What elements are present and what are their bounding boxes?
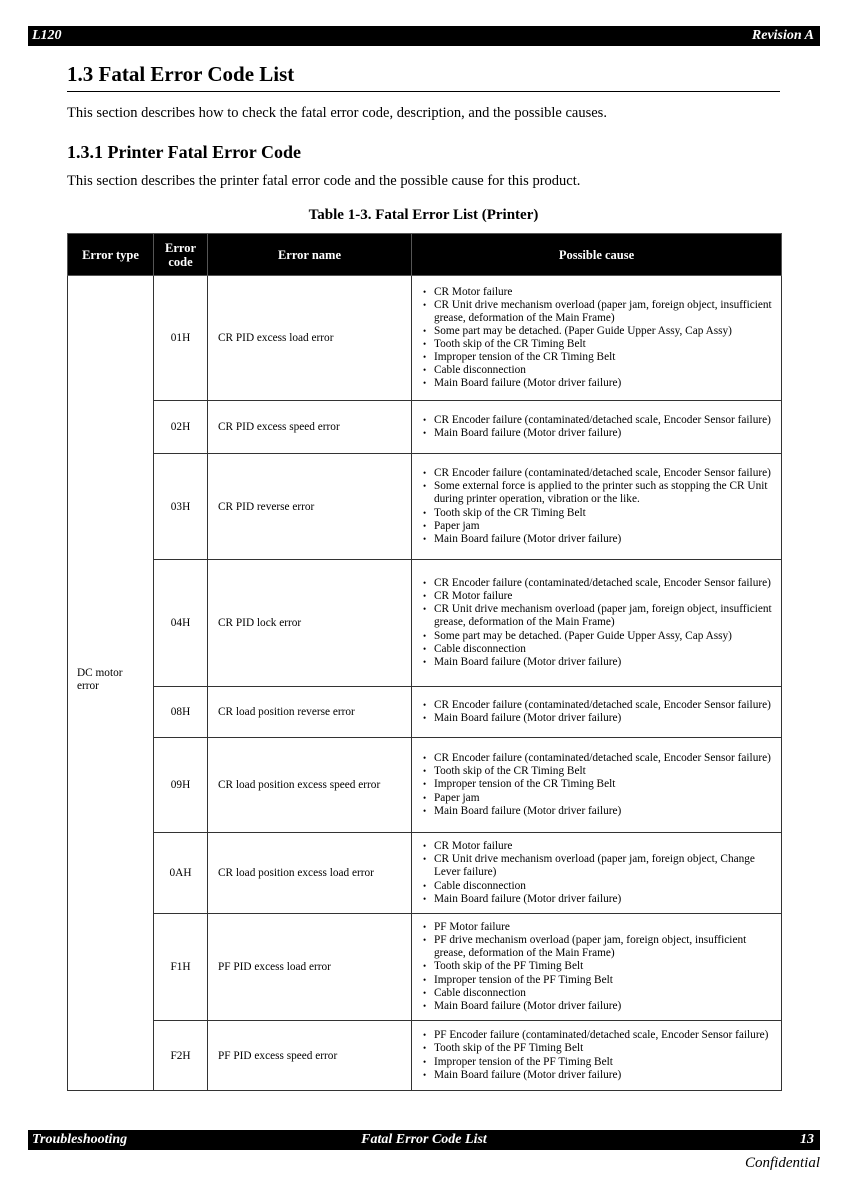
cause-list bbox=[422, 752, 775, 817]
cause-item: • Tooth skip of the CR Timing Belt bbox=[422, 507, 775, 520]
cause-item: • CR Unit drive mechanism overload (paper jam, foreign object, insufficient grease, deformation of the Main Frame) bbox=[422, 299, 775, 325]
table-row bbox=[68, 833, 782, 914]
cause-list bbox=[422, 921, 775, 1013]
footer-section: Troubleshooting bbox=[32, 1132, 128, 1147]
cause-item: • PF Encoder failure (contaminated/detached scale, Encoder Sensor failure) bbox=[422, 1029, 775, 1042]
error-name-cell: CR load position excess speed error bbox=[208, 738, 412, 833]
error-code-cell: 04H bbox=[154, 560, 208, 687]
error-code-cell: 01H bbox=[154, 276, 208, 401]
cause-item: • Tooth skip of the CR Timing Belt bbox=[422, 765, 775, 778]
error-name-cell: CR PID reverse error bbox=[208, 454, 412, 560]
cause-item: • Paper jam bbox=[422, 792, 775, 805]
cause-item: • Improper tension of the CR Timing Belt bbox=[422, 778, 775, 791]
cause-item: • CR Encoder failure (contaminated/detached scale, Encoder Sensor failure) bbox=[422, 577, 775, 590]
cause-item: • Main Board failure (Motor driver failure) bbox=[422, 427, 775, 440]
cause-item: • Tooth skip of the PF Timing Belt bbox=[422, 960, 775, 973]
possible-cause-cell bbox=[412, 914, 782, 1021]
table-header-row bbox=[68, 234, 782, 276]
cause-item: • PF Motor failure bbox=[422, 921, 775, 934]
table-caption: Table 1-3. Fatal Error List (Printer) bbox=[308, 207, 539, 223]
footer-page-number: 13 bbox=[800, 1132, 814, 1147]
table-row bbox=[68, 687, 782, 738]
possible-cause-cell bbox=[412, 401, 782, 454]
cause-item: • CR Motor failure bbox=[422, 286, 775, 299]
cause-list bbox=[422, 699, 775, 725]
cause-list bbox=[422, 414, 775, 440]
error-name-cell: CR load position reverse error bbox=[208, 687, 412, 738]
table-body bbox=[68, 276, 782, 1091]
cause-item: • Improper tension of the CR Timing Belt bbox=[422, 351, 775, 364]
error-code-cell: 08H bbox=[154, 687, 208, 738]
error-code-cell: 02H bbox=[154, 401, 208, 454]
cause-item: • CR Motor failure bbox=[422, 590, 775, 603]
error-type-label bbox=[77, 667, 147, 693]
possible-cause-cell bbox=[412, 1021, 782, 1091]
header-revision: Revision A bbox=[751, 28, 814, 43]
cause-item: • Improper tension of the PF Timing Belt bbox=[422, 974, 775, 987]
cause-item: • Main Board failure (Motor driver failure) bbox=[422, 1069, 775, 1082]
table-row bbox=[68, 914, 782, 1021]
table-row bbox=[68, 1021, 782, 1091]
cause-item: • Tooth skip of the PF Timing Belt bbox=[422, 1042, 775, 1055]
cause-item: • Paper jam bbox=[422, 520, 775, 533]
page-header-bar bbox=[28, 26, 820, 46]
error-name-cell: PF PID excess load error bbox=[208, 914, 412, 1021]
cause-item: • CR Encoder failure (contaminated/detached scale, Encoder Sensor failure) bbox=[422, 699, 775, 712]
possible-cause-cell bbox=[412, 276, 782, 401]
cause-item: • Cable disconnection bbox=[422, 364, 775, 377]
cause-item: • Main Board failure (Motor driver failure) bbox=[422, 656, 775, 669]
table-row bbox=[68, 738, 782, 833]
cause-item: • Some part may be detached. (Paper Guide Upper Assy, Cap Assy) bbox=[422, 325, 775, 338]
error-name-cell: CR PID excess speed error bbox=[208, 401, 412, 454]
section-intro: This section describes how to check the fatal error code, description, and the possible causes. bbox=[67, 105, 607, 121]
cause-item: • Main Board failure (Motor driver failure) bbox=[422, 533, 775, 546]
possible-cause-cell bbox=[412, 738, 782, 833]
subsection-intro: This section describes the printer fatal error code and the possible cause for this product. bbox=[67, 173, 581, 189]
error-name-cell: CR PID excess load error bbox=[208, 276, 412, 401]
cause-item: • Cable disconnection bbox=[422, 643, 775, 656]
cause-item: • Main Board failure (Motor driver failure) bbox=[422, 805, 775, 818]
error-code-cell: 0AH bbox=[154, 833, 208, 914]
error-code-cell: F2H bbox=[154, 1021, 208, 1091]
error-code-cell: 03H bbox=[154, 454, 208, 560]
table-row bbox=[68, 276, 782, 401]
error-code-cell: F1H bbox=[154, 914, 208, 1021]
error-name-cell: PF PID excess speed error bbox=[208, 1021, 412, 1091]
cause-list bbox=[422, 286, 775, 391]
header-error-code-line2: code bbox=[168, 254, 193, 269]
header-error-code bbox=[154, 234, 208, 276]
error-type-line1: DC motor bbox=[77, 667, 123, 679]
cause-item: • Main Board failure (Motor driver failure) bbox=[422, 377, 775, 390]
cause-item: • Main Board failure (Motor driver failure) bbox=[422, 712, 775, 725]
cause-item: • Some part may be detached. (Paper Guide Upper Assy, Cap Assy) bbox=[422, 630, 775, 643]
cause-list bbox=[422, 1029, 775, 1081]
table-row bbox=[68, 560, 782, 687]
header-error-name: Error name bbox=[208, 234, 412, 276]
page-footer-bar bbox=[28, 1130, 820, 1150]
cause-item: • PF drive mechanism overload (paper jam, foreign object, insufficient grease, deformation of the Main Frame) bbox=[422, 934, 775, 960]
cause-list bbox=[422, 840, 775, 905]
table-row bbox=[68, 454, 782, 560]
header-error-type: Error type bbox=[68, 234, 154, 276]
error-type-line2: error bbox=[77, 680, 99, 692]
header-possible-cause: Possible cause bbox=[412, 234, 782, 276]
error-type-cell bbox=[68, 276, 154, 1091]
error-name-cell: CR load position excess load error bbox=[208, 833, 412, 914]
cause-item: • Cable disconnection bbox=[422, 880, 775, 893]
confidential-note: Confidential bbox=[745, 1155, 820, 1171]
cause-item: • CR Unit drive mechanism overload (paper jam, foreign object, Change Lever failure) bbox=[422, 853, 775, 879]
error-name-cell: CR PID lock error bbox=[208, 560, 412, 687]
possible-cause-cell bbox=[412, 833, 782, 914]
section-title: 1.3 Fatal Error Code List bbox=[67, 62, 780, 92]
possible-cause-cell bbox=[412, 454, 782, 560]
possible-cause-cell bbox=[412, 687, 782, 738]
cause-item: • CR Unit drive mechanism overload (paper jam, foreign object, insufficient grease, deformation of the Main Frame) bbox=[422, 603, 775, 629]
cause-item: • Improper tension of the PF Timing Belt bbox=[422, 1056, 775, 1069]
cause-item: • Some external force is applied to the printer such as stopping the CR Unit during printer operation, vibration or the like. bbox=[422, 480, 775, 506]
cause-item: • Main Board failure (Motor driver failure) bbox=[422, 893, 775, 906]
cause-item: • CR Motor failure bbox=[422, 840, 775, 853]
header-error-code-line1: Error bbox=[164, 240, 196, 255]
cause-item: • Cable disconnection bbox=[422, 987, 775, 1000]
footer-chapter-title: Fatal Error Code List bbox=[361, 1132, 487, 1147]
cause-list bbox=[422, 577, 775, 669]
fatal-error-table bbox=[67, 233, 782, 1091]
cause-item: • Main Board failure (Motor driver failure) bbox=[422, 1000, 775, 1013]
subsection-title: 1.3.1 Printer Fatal Error Code bbox=[67, 142, 301, 162]
cause-list bbox=[422, 467, 775, 546]
cause-item: • CR Encoder failure (contaminated/detached scale, Encoder Sensor failure) bbox=[422, 467, 775, 480]
cause-item: • CR Encoder failure (contaminated/detached scale, Encoder Sensor failure) bbox=[422, 414, 775, 427]
cause-item: • CR Encoder failure (contaminated/detached scale, Encoder Sensor failure) bbox=[422, 752, 775, 765]
error-code-cell: 09H bbox=[154, 738, 208, 833]
table-row bbox=[68, 401, 782, 454]
header-model: L120 bbox=[32, 28, 62, 43]
possible-cause-cell bbox=[412, 560, 782, 687]
cause-item: • Tooth skip of the CR Timing Belt bbox=[422, 338, 775, 351]
